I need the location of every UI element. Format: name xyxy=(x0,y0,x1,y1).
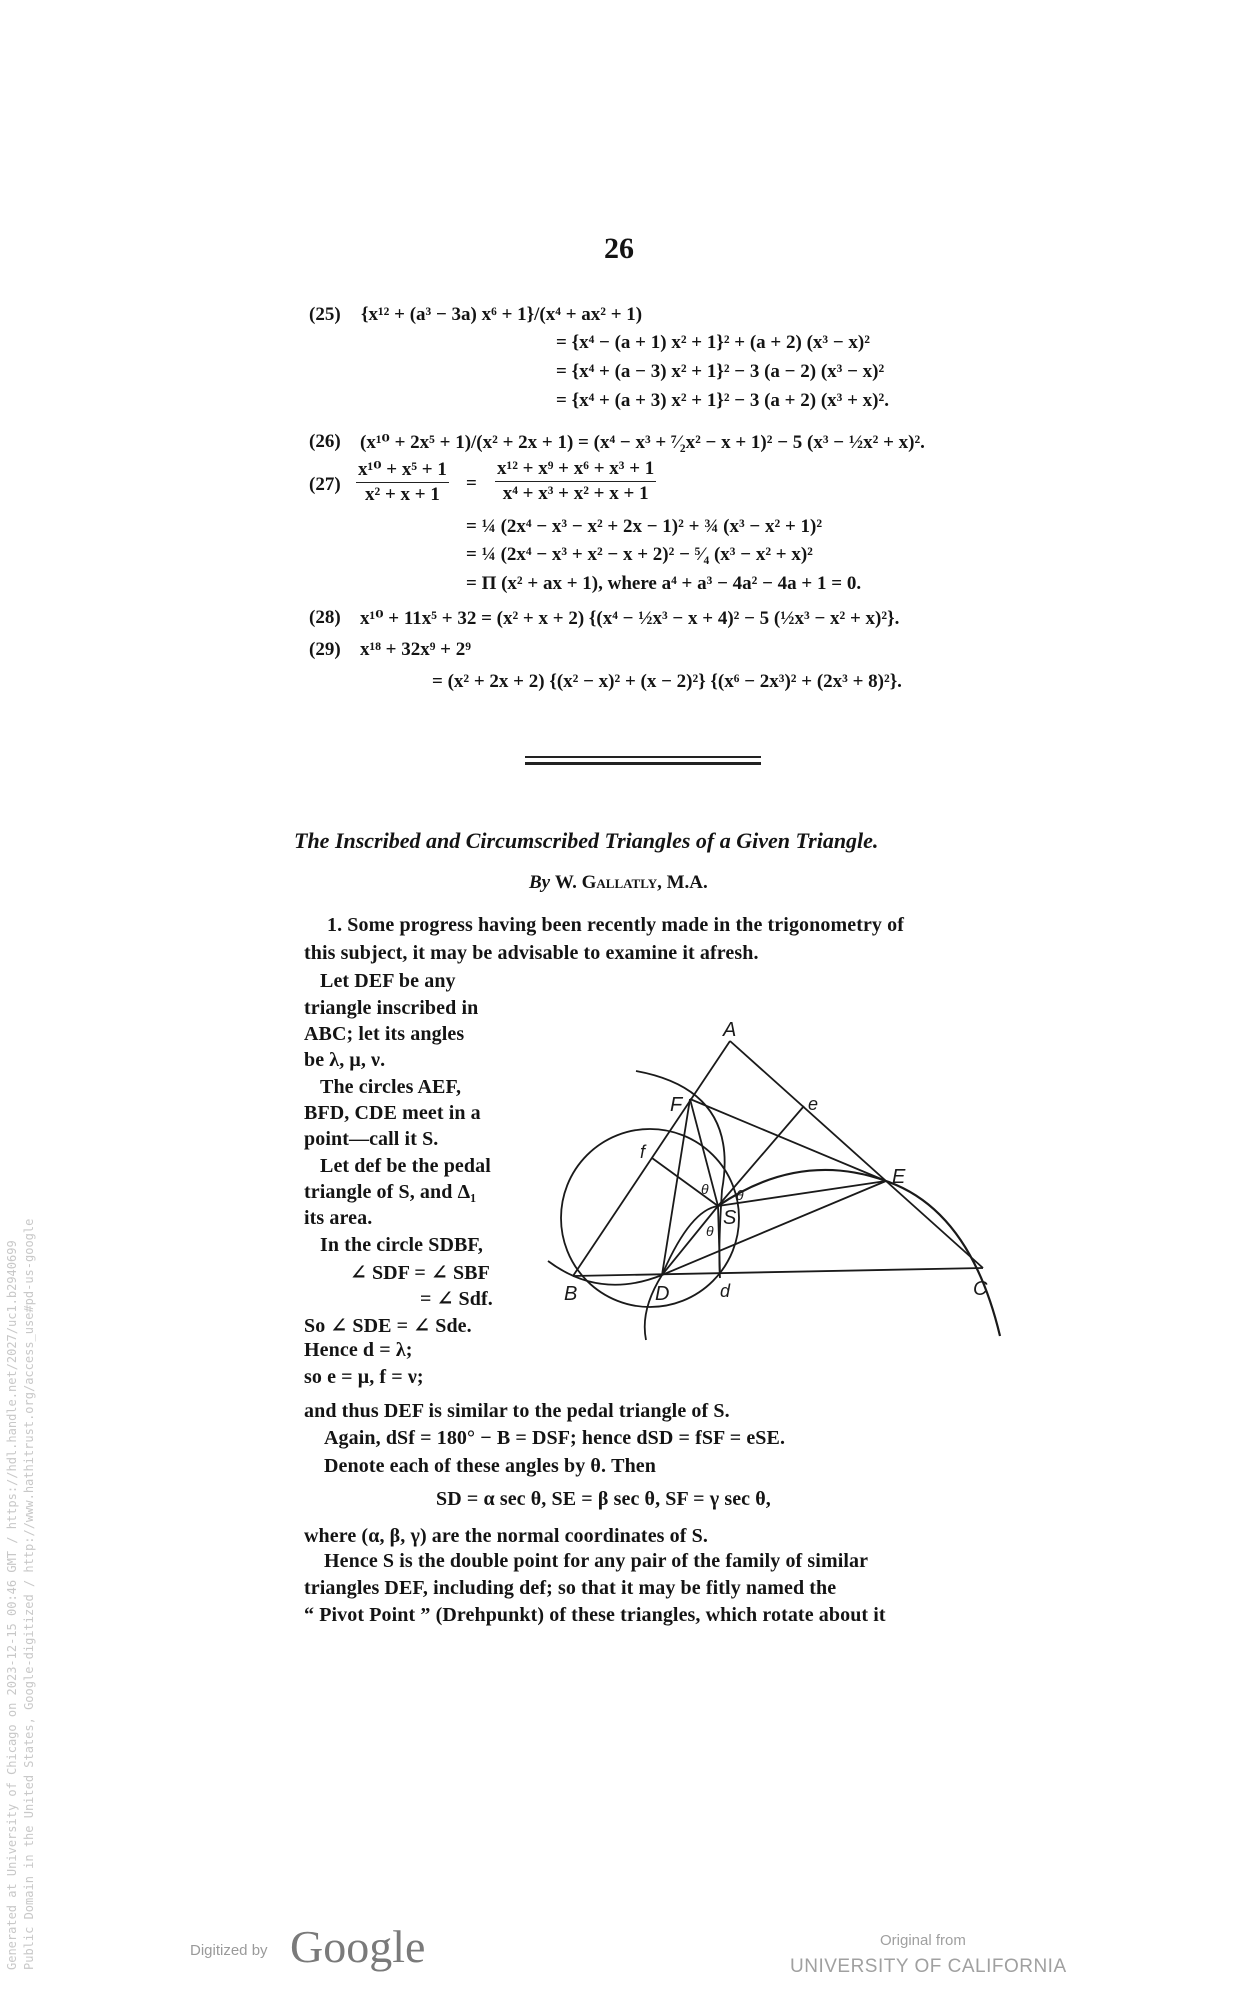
para1-line2: this subject, it may be advisable to examine it afresh. xyxy=(304,942,759,964)
eq27-fraction-2 xyxy=(495,458,656,505)
para1-line1: 1. Some progress having been recently made in the trigonometry of xyxy=(327,914,904,936)
line-S-e xyxy=(718,1106,804,1206)
body-line: Again, dSf = 180° − B = DSF; hence dSD = fSF = eSE. xyxy=(324,1427,786,1449)
article-title: The Inscribed and Circumscribed Triangles of a Given Triangle. xyxy=(294,828,879,853)
left-col-line: be λ, μ, ν. xyxy=(304,1049,386,1071)
side-AC xyxy=(730,1041,983,1268)
label-f: f xyxy=(640,1142,646,1162)
google-logo: Google xyxy=(290,1921,426,1972)
eq27-frac2-denominator: x⁴ + x³ + x² + x + 1 xyxy=(502,483,649,504)
left-col-line: BFD, CDE meet in a xyxy=(304,1102,481,1124)
left-col-line: So ∠ SDE = ∠ Sde. xyxy=(304,1315,472,1337)
side-FE xyxy=(690,1099,886,1181)
left-col-line: its area. xyxy=(304,1207,373,1229)
eq27-label: (27) xyxy=(309,474,341,495)
label-D: D xyxy=(655,1283,670,1305)
eq25-lhs: {x¹² + (a³ − 3a) x⁶ + 1}/(x⁴ + ax² + 1) xyxy=(361,304,643,325)
eq25-line3: = {x⁴ + (a + 3) x² + 1}² − 3 (a + 2) (x³ + x)². xyxy=(556,390,889,411)
page-number: 26 xyxy=(604,232,634,265)
body-line: “ Pivot Point ” (Drehpunkt) of these triangles, which rotate about it xyxy=(304,1604,886,1626)
watermark-line-1: Generated at University of Chicago on 2023-12-15 00:46 GMT / https://hdl.handle.net/2027/uc1.b2940699 xyxy=(5,1240,19,1970)
eq28-label: (28) xyxy=(309,607,341,628)
label-B: B xyxy=(564,1283,578,1305)
byline-prefix: By xyxy=(529,872,551,893)
eq29-lhs: x¹⁸ + 32x⁹ + 2⁹ xyxy=(360,639,471,660)
left-col-line: Hence d = λ; xyxy=(304,1339,413,1361)
line-S-D xyxy=(662,1206,718,1275)
left-col-line: so e = μ, f = ν; xyxy=(304,1366,424,1388)
arc-CDE xyxy=(718,1170,1000,1336)
eq27-fraction-1 xyxy=(356,458,449,506)
side-DE xyxy=(662,1181,886,1275)
label-e: e xyxy=(808,1094,819,1114)
left-col-line: The circles AEF, xyxy=(320,1076,462,1098)
eq26-label: (26) xyxy=(309,431,341,452)
author-name: W. Gallatly, M.A. xyxy=(554,872,708,893)
eq27-line2: = ¼ (2x⁴ − x³ + x² − x + 2)² − ⁵⁄₄ (x³ − x² + x)² xyxy=(466,544,813,565)
byline xyxy=(529,872,708,894)
label-A: A xyxy=(723,1019,737,1041)
body-line: and thus DEF is similar to the pedal triangle of S. xyxy=(304,1400,730,1422)
body-line: Hence S is the double point for any pair of the family of similar xyxy=(324,1550,869,1572)
label-S: S xyxy=(723,1207,737,1229)
eq25-label: (25) xyxy=(309,304,341,325)
left-col-line: In the circle SDBF, xyxy=(320,1234,484,1256)
label-E: E xyxy=(892,1166,906,1188)
label-d: d xyxy=(720,1281,731,1301)
body-line: Denote each of these angles by θ. Then xyxy=(324,1455,657,1477)
body-line: where (α, β, γ) are the normal coordinates of S. xyxy=(304,1525,708,1547)
left-col-line: ∠ SDF = ∠ SBF xyxy=(350,1262,490,1284)
side-FD xyxy=(662,1099,690,1275)
label-theta-1: θ xyxy=(701,1181,709,1197)
eq27-line1: = ¼ (2x⁴ − x³ − x² + 2x − 1)² + ¾ (x³ − x² + 1)² xyxy=(466,516,823,537)
left-col-line: Let DEF be any xyxy=(320,970,456,992)
body-line: SD = α sec θ, SE = β sec θ, SF = γ sec θ, xyxy=(436,1488,771,1510)
label-theta-2: θ xyxy=(736,1187,744,1203)
left-col-line: = ∠ Sdf. xyxy=(420,1288,493,1310)
institution-name: UNIVERSITY OF CALIFORNIA xyxy=(790,1956,1067,1977)
left-col-line: Let def be the pedal xyxy=(320,1155,491,1177)
left-col-line: triangle of S, and Δ₁ xyxy=(304,1181,477,1203)
left-col-line: point—call it S. xyxy=(304,1128,439,1150)
label-C: C xyxy=(973,1278,988,1300)
triangle-figure xyxy=(540,1010,1010,1350)
left-col-line: triangle inscribed in xyxy=(304,997,479,1019)
label-F: F xyxy=(670,1094,683,1116)
eq29-label: (29) xyxy=(309,639,341,660)
eq26-text: (x¹⁰ + 2x⁵ + 1)/(x² + 2x + 1) = (x⁴ − x³ + ⁷⁄₂x² − x + 1)² − 5 (x³ − ½x² + x)². xyxy=(360,432,925,453)
eq27-equals: = xyxy=(466,473,477,494)
body-line: triangles DEF, including def; so that it may be fitly named the xyxy=(304,1577,837,1599)
section-divider-top xyxy=(525,756,761,758)
digitized-by-label: Digitized by xyxy=(190,1942,268,1959)
watermark-line-2: Public Domain in the United States, Google-digitized / http://www.hathitrust.org/access_use#pd-us-google xyxy=(22,1218,36,1970)
side-BC xyxy=(573,1268,983,1276)
eq29-line1: = (x² + 2x + 2) {(x² − x)² + (x − 2)²} {(x⁶ − 2x³)² + (2x³ + 8)²}. xyxy=(432,671,902,692)
eq25-line1: = {x⁴ − (a + 1) x² + 1}² + (a + 2) (x³ − x)² xyxy=(556,332,870,353)
label-theta-3: θ xyxy=(706,1223,714,1239)
eq28-text: x¹⁰ + 11x⁵ + 32 = (x² + x + 2) {(x⁴ − ½x³ − x + 4)² − 5 (½x³ − x² + x)²}. xyxy=(360,608,900,629)
original-from-label: Original from xyxy=(880,1932,966,1949)
eq27-frac1-denominator: x² + x + 1 xyxy=(365,484,440,505)
left-col-line: ABC; let its angles xyxy=(304,1023,465,1045)
eq27-frac1-numerator: x¹⁰ + x⁵ + 1 xyxy=(356,458,449,483)
section-divider-bottom xyxy=(525,762,761,765)
eq27-frac2-numerator: x¹² + x⁹ + x⁶ + x³ + 1 xyxy=(495,458,656,482)
eq27-line3: = Π (x² + ax + 1), where a⁴ + a³ − 4a² − 4a + 1 = 0. xyxy=(466,573,862,594)
eq25-line2: = {x⁴ + (a − 3) x² + 1}² − 3 (a − 2) (x³ − x)² xyxy=(556,361,885,382)
